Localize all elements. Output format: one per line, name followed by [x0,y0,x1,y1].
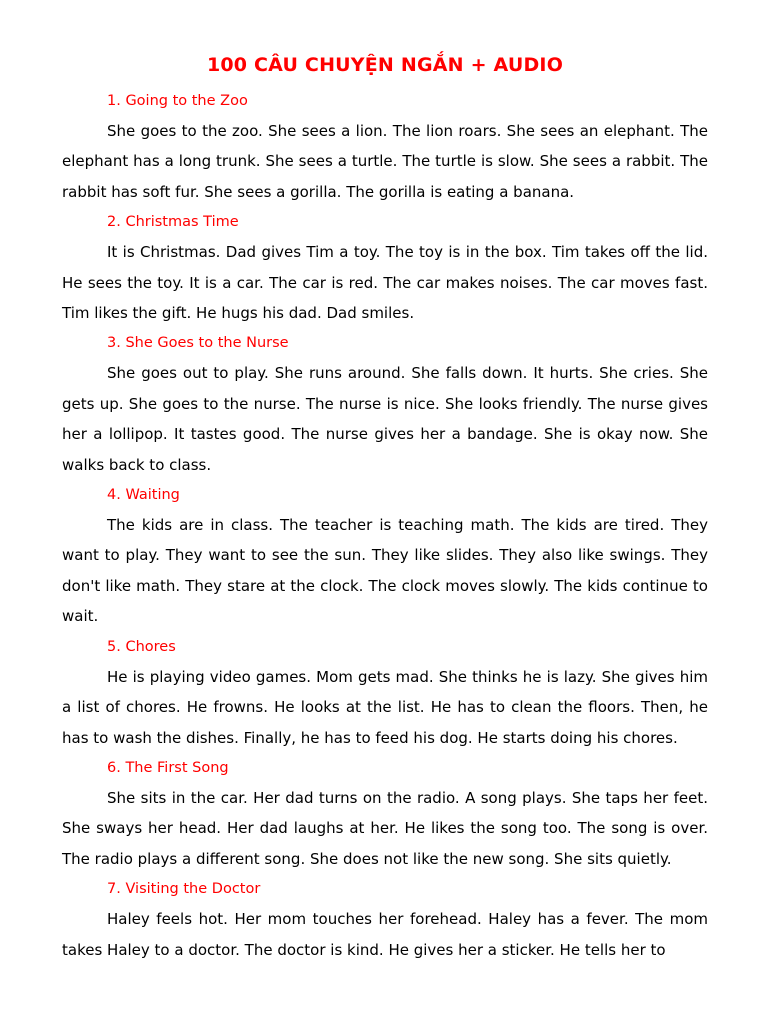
story-5 [62,632,708,753]
story-6 [62,753,708,874]
story-3 [62,328,708,480]
story-title: 1. Going to the Zoo [107,93,248,109]
story-text: The kids are in class. The teacher is teaching math. The kids are tired. They want to play. They want to see the sun. They like slides. They also like swings. They don't like math. They stare at the clock. The clock moves slowly. The kids continue to wait. [62,516,708,626]
story-text: It is Christmas. Dad gives Tim a toy. The toy is in the box. Tim takes off the lid. He sees the toy. It is a car. The car is red. The car makes noises. The car moves fast. Tim likes the gift. He hugs his dad. Dad smiles. [62,243,708,323]
story-2 [62,207,708,328]
story-text: She sits in the car. Her dad turns on the radio. A song plays. She taps her feet. She sways her head. Her dad laughs at her. He likes the song too. The song is over. The radio plays a different song. She does not like the new song. She sits quietly. [62,788,708,868]
story-7 [62,874,708,965]
story-title: 4. Waiting [107,487,180,504]
story-title: 5. Chores [107,638,176,655]
story-text: Haley feels hot. Her mom touches her forehead. Haley has a fever. The mom takes Haley to a doctor. The doctor is kind. He gives her a sticker. He tells her to [62,910,708,959]
story-1 [62,86,708,207]
story-title: 7. Visiting the Doctor [107,881,261,898]
story-text: She goes out to play. She runs around. She falls down. It hurts. She cries. She gets up. She goes to the nurse. The nurse is nice. She looks friendly. The nurse gives her a lollipop. It tastes good. The nurse gives her a bandage. She is okay now. She walks back to class. [62,364,708,474]
story-title: 3. She Goes to the Nurse [107,335,289,352]
story-title: 2. Christmas Time [107,214,239,231]
story-text: He is playing video games. Mom gets mad. She thinks he is lazy. She gives him a list of chores. He frowns. He looks at the list. He has to clean the floors. Then, he has to wash the dishes. Finally, he has to feed his dog. He starts doing his chores. [62,667,708,747]
document-page [62,50,708,965]
document-title: 100 CÂU CHUYỆN NGẮN + AUDIO [206,54,564,76]
story-title: 6. The First Song [107,759,229,776]
story-4 [62,480,708,632]
story-text: She goes to the zoo. She sees a lion. The lion roars. She sees an elephant. The elephant has a long trunk. She sees a turtle. The turtle is slow. She sees a rabbit. The rabbit has soft fur. She sees a gorilla. The gorilla is eating a banana. [62,122,708,201]
